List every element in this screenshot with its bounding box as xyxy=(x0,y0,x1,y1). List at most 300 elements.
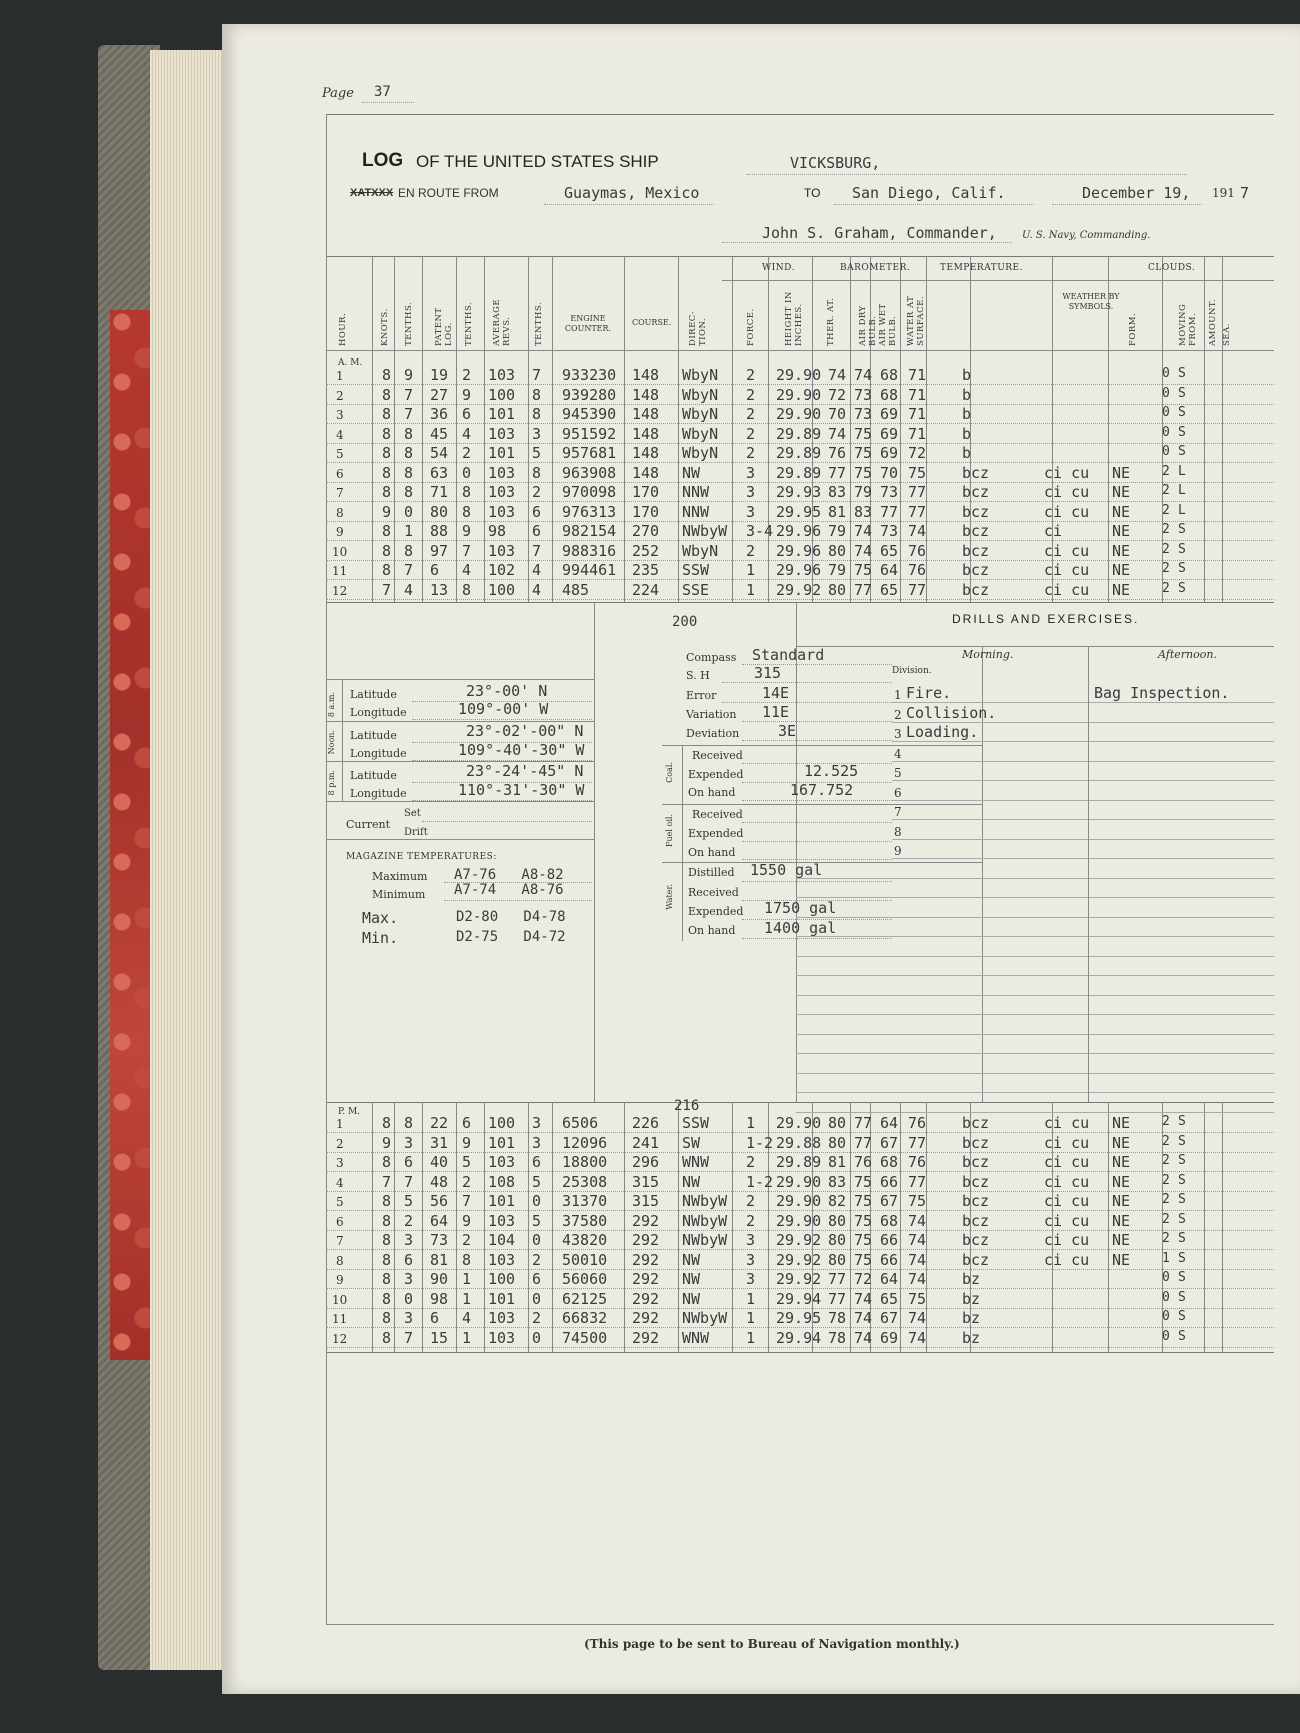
am-row-11-col-7: 994461 xyxy=(562,561,617,579)
pm-row-6-col-20: S xyxy=(1178,1211,1186,1227)
pm-row-2-col-14: 67 xyxy=(880,1133,899,1152)
pm-row-2-col-3: 31 xyxy=(430,1133,449,1152)
am-row-8-col-10: 3 xyxy=(746,502,756,521)
am-row-3-col-5: 101 xyxy=(488,405,516,423)
pm-row-6-col-5: 103 xyxy=(488,1211,516,1230)
am-row-5-col-3: 54 xyxy=(430,444,449,462)
am-row-1-col-4: 2 xyxy=(462,366,472,384)
am-row-5-col-5: 101 xyxy=(488,444,516,462)
pm-row-8-col-5: 103 xyxy=(488,1250,516,1269)
am-row-6-col-6: 8 xyxy=(532,463,542,482)
pm-row-4-col-7: 25308 xyxy=(562,1172,608,1191)
pm-row-6-col-10: 2 xyxy=(746,1211,756,1230)
pm-row-3-col-7: 18800 xyxy=(562,1153,608,1171)
pm-row-1-col-16: bcz xyxy=(962,1114,990,1132)
pm-row-9-col-6: 6 xyxy=(532,1270,542,1288)
header-tenths1: TENTHS. xyxy=(404,301,414,346)
header-sea: SEA. xyxy=(1222,323,1232,346)
am-row-12-col-13: 77 xyxy=(854,580,873,599)
am-row-5-col-20: S xyxy=(1178,444,1186,459)
variation-label: Variation xyxy=(686,708,737,721)
pm-row-2-col-11: 29.88 xyxy=(776,1133,822,1152)
am-row-4-col-15: 71 xyxy=(908,424,927,443)
from-place: Guaymas, Mexico xyxy=(564,184,700,202)
pm-row-10-col-15: 75 xyxy=(908,1289,927,1308)
am-row-11-col-10: 1 xyxy=(746,561,756,579)
am-row-6-col-3: 63 xyxy=(430,463,449,482)
am-row-8-col-19: 2 xyxy=(1162,502,1170,518)
am-row-9-col-14: 73 xyxy=(880,522,899,540)
am-row-11-col-8: 235 xyxy=(632,561,660,579)
header-direction: DIREC-TION. xyxy=(688,310,708,346)
year-suffix: 7 xyxy=(1240,184,1250,202)
pm-row-5-col-9: NWbyW xyxy=(682,1192,728,1210)
am-row-10-col-13: 74 xyxy=(854,541,873,560)
pm-row-11-col-20: S xyxy=(1178,1309,1186,1324)
latitude-label-am: Latitude xyxy=(350,688,397,701)
pm-longitude: 110°-31'-30" W xyxy=(458,781,585,799)
am-row-9-col-12: 79 xyxy=(828,522,847,540)
coal-expended-label: Expended xyxy=(688,768,744,781)
pm-row-2-col-0: 2 xyxy=(336,1136,344,1151)
pm-row-7-col-9: NWbyW xyxy=(682,1231,728,1249)
pm-row-7-col-2: 3 xyxy=(404,1231,414,1249)
title-rest: OF THE UNITED STATES SHIP xyxy=(416,152,659,171)
am-row-4-col-10: 2 xyxy=(746,424,756,443)
am-row-1-col-9: WbyN xyxy=(682,366,719,384)
8am-marker: 8 a.m. xyxy=(327,692,336,718)
am-row-8-col-0: 8 xyxy=(336,505,344,520)
pm-row-6-col-8: 292 xyxy=(632,1211,660,1230)
pm-row-8-col-15: 74 xyxy=(908,1250,927,1269)
pm-row-12-col-3: 15 xyxy=(430,1328,449,1347)
am-row-6-col-15: 75 xyxy=(908,463,927,482)
pm-row-8-col-8: 292 xyxy=(632,1250,660,1269)
am-row-11-col-16: bcz xyxy=(962,561,990,579)
am-row-7-col-19: 2 xyxy=(1162,483,1170,498)
am-row-11-col-2: 7 xyxy=(404,561,414,579)
pm-row-3-col-11: 29.89 xyxy=(776,1153,822,1171)
latitude-label-pm: Latitude xyxy=(350,769,397,782)
am-row-7-col-14: 73 xyxy=(880,483,899,501)
am-row-9-col-2: 1 xyxy=(404,522,414,540)
pm-row-5-col-19: 2 xyxy=(1162,1192,1170,1207)
header-course: COURSE. xyxy=(632,318,672,327)
afternoon-drill: Bag Inspection. xyxy=(1094,684,1230,702)
am-row-2-col-3: 27 xyxy=(430,385,449,404)
drill-number-9: 9 xyxy=(894,844,902,858)
pm-row-6-col-19: 2 xyxy=(1162,1211,1170,1227)
am-row-11-col-11: 29.96 xyxy=(776,561,822,579)
am-row-7-col-15: 77 xyxy=(908,483,927,501)
pm-row-10-col-5: 101 xyxy=(488,1289,516,1308)
deviation-value: 3E xyxy=(778,722,797,740)
header-moving-from: MOVING FROM. xyxy=(1178,303,1198,346)
am-row-11-col-18: NE xyxy=(1112,561,1131,579)
pm-row-11-col-0: 11 xyxy=(332,1312,348,1326)
pm-row-8-col-9: NW xyxy=(682,1250,701,1269)
water-expended-label: Expended xyxy=(688,905,744,918)
am-row-12-col-8: 224 xyxy=(632,580,660,599)
am-row-5-col-10: 2 xyxy=(746,444,756,462)
pm-row-10-col-13: 74 xyxy=(854,1289,873,1308)
am-row-9-col-19: 2 xyxy=(1162,522,1170,537)
pm-row-11-col-14: 67 xyxy=(880,1309,899,1327)
am-row-3-col-4: 6 xyxy=(462,405,472,423)
am-row-8-col-17: ci cu xyxy=(1044,502,1090,521)
am-row-9-col-10: 3-4 xyxy=(746,522,774,540)
am-row-6-col-17: ci cu xyxy=(1044,463,1090,482)
water-received-label: Received xyxy=(688,886,739,899)
pm-row-9-col-1: 8 xyxy=(382,1270,392,1288)
header-avg-revs: AVERAGE REVS. xyxy=(492,298,512,346)
pm-row-12-col-19: 0 xyxy=(1162,1328,1170,1344)
pm-row-9-col-0: 9 xyxy=(336,1273,344,1287)
am-row-12-col-2: 4 xyxy=(404,580,414,599)
pm-row-1-col-15: 76 xyxy=(908,1114,927,1132)
pm-row-3-col-3: 40 xyxy=(430,1153,449,1171)
variation-value: 11E xyxy=(762,703,790,721)
pm-row-1-col-14: 64 xyxy=(880,1114,899,1132)
pm-row-7-col-15: 74 xyxy=(908,1231,927,1249)
error-value: 14E xyxy=(762,684,790,702)
am-row-7-col-16: bcz xyxy=(962,483,990,501)
am-row-4-col-16: b xyxy=(962,424,972,443)
am-row-3-col-2: 7 xyxy=(404,405,414,423)
am-row-4-col-4: 4 xyxy=(462,424,472,443)
pm-row-4-col-10: 1-2 xyxy=(746,1172,774,1191)
pm-row-2-col-12: 80 xyxy=(828,1133,847,1152)
am-row-5-col-13: 75 xyxy=(854,444,873,462)
pm-row-3-col-6: 6 xyxy=(532,1153,542,1171)
am-row-6-col-18: NE xyxy=(1112,463,1131,482)
am-row-3-col-13: 73 xyxy=(854,405,873,423)
pm-row-5-col-12: 82 xyxy=(828,1192,847,1210)
am-row-6-col-10: 3 xyxy=(746,463,756,482)
fuel-received-label: Received xyxy=(692,808,743,821)
pm-row-10-col-1: 8 xyxy=(382,1289,392,1308)
pm-row-7-col-18: NE xyxy=(1112,1231,1131,1249)
am-row-7-col-6: 2 xyxy=(532,483,542,501)
am-row-6-col-20: L xyxy=(1178,463,1186,479)
pm-row-1-col-2: 8 xyxy=(404,1114,414,1132)
drill-number-7: 7 xyxy=(894,805,902,819)
am-row-2-col-20: S xyxy=(1178,385,1186,401)
header-height: HEIGHT IN INCHES. xyxy=(784,291,804,346)
am-row-12-col-16: bcz xyxy=(962,580,990,599)
pm-row-1-col-0: 1 xyxy=(336,1117,344,1131)
pm-row-8-col-11: 29.92 xyxy=(776,1250,822,1269)
pm-row-1-col-1: 8 xyxy=(382,1114,392,1132)
pm-row-3-col-1: 8 xyxy=(382,1153,392,1171)
pm-row-6-col-18: NE xyxy=(1112,1211,1131,1230)
drift-label: Drift xyxy=(404,827,428,838)
pm-row-12-col-14: 69 xyxy=(880,1328,899,1347)
pm-row-6-col-4: 9 xyxy=(462,1211,472,1230)
am-row-1-col-14: 68 xyxy=(880,366,899,384)
pm-row-4-col-11: 29.90 xyxy=(776,1172,822,1191)
pm-row-2-col-15: 77 xyxy=(908,1133,927,1152)
pm-row-2-col-13: 77 xyxy=(854,1133,873,1152)
am-row-9-col-13: 74 xyxy=(854,522,873,540)
drill-number-3: 3 xyxy=(894,727,902,741)
max-d-values: D2-80 D4-78 xyxy=(456,909,566,925)
header-tenths2: TENTHS. xyxy=(464,301,474,346)
pm-row-1-col-12: 80 xyxy=(828,1114,847,1132)
drills-afternoon-label: Afternoon. xyxy=(1158,648,1217,661)
am-latitude: 23°-00' N xyxy=(466,682,548,700)
at-struck: XATXXX xyxy=(350,187,394,199)
pm-row-11-col-8: 292 xyxy=(632,1309,660,1327)
pm-row-5-col-4: 7 xyxy=(462,1192,472,1210)
am-row-7-col-0: 7 xyxy=(336,486,344,500)
pm-row-7-col-13: 75 xyxy=(854,1231,873,1249)
water-on-hand-label: On hand xyxy=(688,924,736,937)
pm-row-1-col-10: 1 xyxy=(746,1114,756,1132)
am-row-5-col-14: 69 xyxy=(880,444,899,462)
magazine-minimum-label: Minimum xyxy=(372,888,426,901)
am-row-7-col-17: ci cu xyxy=(1044,483,1090,501)
pm-row-11-col-3: 6 xyxy=(430,1309,440,1327)
title-log: LOG xyxy=(362,150,404,171)
pm-row-2-col-10: 1-2 xyxy=(746,1133,774,1152)
pm-row-7-col-19: 2 xyxy=(1162,1231,1170,1246)
pm-row-3-col-5: 103 xyxy=(488,1153,516,1171)
pm-row-9-col-2: 3 xyxy=(404,1270,414,1288)
pm-row-2-col-8: 241 xyxy=(632,1133,660,1152)
noon-longitude: 109°-40'-30" W xyxy=(458,741,585,759)
error-label: Error xyxy=(686,689,717,702)
am-row-10-col-0: 10 xyxy=(332,544,348,559)
pm-row-2-col-6: 3 xyxy=(532,1133,542,1152)
pm-row-5-col-3: 56 xyxy=(430,1192,449,1210)
footer-note: (This page to be sent to Bureau of Navigation monthly.) xyxy=(584,1637,960,1651)
am-row-4-col-11: 29.89 xyxy=(776,424,822,443)
pm-row-9-col-20: S xyxy=(1178,1270,1186,1285)
pm-row-7-col-4: 2 xyxy=(462,1231,472,1249)
pm-row-1-col-3: 22 xyxy=(430,1114,449,1132)
am-row-8-col-1: 9 xyxy=(382,502,392,521)
pm-row-6-col-14: 68 xyxy=(880,1211,899,1230)
am-row-8-col-14: 77 xyxy=(880,502,899,521)
pm-row-9-col-19: 0 xyxy=(1162,1270,1170,1285)
am-row-10-col-11: 29.96 xyxy=(776,541,822,560)
pm-row-12-col-5: 103 xyxy=(488,1328,516,1347)
am-row-1-col-12: 74 xyxy=(828,366,847,384)
am-row-8-col-16: bcz xyxy=(962,502,990,521)
am-row-5-col-16: b xyxy=(962,444,972,462)
commander-name: John S. Graham, Commander, xyxy=(762,224,997,242)
pm-row-6-col-2: 2 xyxy=(404,1211,414,1230)
am-row-12-col-18: NE xyxy=(1112,580,1131,599)
magazine-max-values: A7-76 A8-82 xyxy=(454,867,564,883)
am-row-9-col-0: 9 xyxy=(336,525,344,539)
page-number: 37 xyxy=(374,84,391,100)
pm-row-1-col-18: NE xyxy=(1112,1114,1131,1132)
am-row-8-col-3: 80 xyxy=(430,502,449,521)
am-row-11-col-17: ci cu xyxy=(1044,561,1090,579)
pm-row-1-col-19: 2 xyxy=(1162,1114,1170,1129)
pm-row-3-col-17: ci cu xyxy=(1044,1153,1090,1171)
am-row-5-col-0: 5 xyxy=(336,447,344,461)
pm-row-6-col-7: 37580 xyxy=(562,1211,608,1230)
am-row-1-col-11: 29.90 xyxy=(776,366,822,384)
am-row-3-col-10: 2 xyxy=(746,405,756,423)
water-side: Water. xyxy=(665,884,674,910)
en-route-from-label: EN ROUTE FROM xyxy=(398,186,499,200)
fuel-oil-side: Fuel oil. xyxy=(665,814,674,848)
compass-value: Standard xyxy=(752,646,825,664)
am-row-6-col-14: 70 xyxy=(880,463,899,482)
drill-number-6: 6 xyxy=(894,785,902,800)
am-row-9-col-4: 9 xyxy=(462,522,472,540)
am-row-3-col-1: 8 xyxy=(382,405,392,423)
am-row-4-col-2: 8 xyxy=(404,424,414,443)
pm-row-8-col-18: NE xyxy=(1112,1250,1131,1269)
am-row-9-col-18: NE xyxy=(1112,522,1131,540)
am-row-12-col-10: 1 xyxy=(746,580,756,599)
pm-row-11-col-5: 103 xyxy=(488,1309,516,1327)
pm-row-12-col-4: 1 xyxy=(462,1328,472,1347)
pm-row-2-col-5: 101 xyxy=(488,1133,516,1152)
pm-row-8-col-7: 50010 xyxy=(562,1250,608,1269)
am-row-6-col-4: 0 xyxy=(462,463,472,482)
am-row-3-col-9: WbyN xyxy=(682,405,719,423)
pm-row-7-col-3: 73 xyxy=(430,1231,449,1249)
pm-row-3-col-4: 5 xyxy=(462,1153,472,1171)
am-row-7-col-10: 3 xyxy=(746,483,756,501)
pm-row-11-col-9: NWbyW xyxy=(682,1309,728,1327)
am-row-11-col-1: 8 xyxy=(382,561,392,579)
am-row-6-col-11: 29.89 xyxy=(776,463,822,482)
pm-row-7-col-6: 0 xyxy=(532,1231,542,1249)
pm-row-4-col-0: 4 xyxy=(336,1175,344,1190)
am-row-5-col-15: 72 xyxy=(908,444,927,462)
pm-row-12-col-6: 0 xyxy=(532,1328,542,1347)
am-row-8-col-9: NNW xyxy=(682,502,710,521)
am-row-12-col-4: 8 xyxy=(462,580,472,599)
coal-expended-value: 12.525 xyxy=(804,762,859,780)
pm-row-5-col-7: 31370 xyxy=(562,1192,608,1210)
pm-row-12-col-11: 29.94 xyxy=(776,1328,822,1347)
am-row-7-col-2: 8 xyxy=(404,483,414,501)
pm-row-11-col-16: bz xyxy=(962,1309,981,1327)
pm-row-4-col-14: 66 xyxy=(880,1172,899,1191)
am-row-8-col-5: 103 xyxy=(488,502,516,521)
pm-row-9-col-12: 77 xyxy=(828,1270,847,1288)
pm-row-12-col-1: 8 xyxy=(382,1328,392,1347)
to-label: TO xyxy=(804,186,821,200)
am-row-8-col-12: 81 xyxy=(828,502,847,521)
am12-course-extra: 200 xyxy=(672,614,698,630)
am-row-10-col-20: S xyxy=(1178,541,1186,557)
am-row-7-col-8: 170 xyxy=(632,483,660,501)
am-row-6-col-19: 2 xyxy=(1162,463,1170,479)
am-row-2-col-1: 8 xyxy=(382,385,392,404)
am-row-11-col-3: 6 xyxy=(430,561,440,579)
pm-row-3-col-12: 81 xyxy=(828,1153,847,1171)
am-row-5-col-19: 0 xyxy=(1162,444,1170,459)
am-row-1-col-19: 0 xyxy=(1162,366,1170,381)
am-row-10-col-16: bcz xyxy=(962,541,990,560)
water-on-hand-value: 1400 gal xyxy=(764,919,837,937)
am-row-2-col-16: b xyxy=(962,385,972,404)
am-row-3-col-11: 29.90 xyxy=(776,405,822,423)
am-row-12-col-14: 65 xyxy=(880,580,899,599)
pm-row-6-col-9: NWbyW xyxy=(682,1211,728,1230)
am-row-4-col-14: 69 xyxy=(880,424,899,443)
wind-header: WIND. xyxy=(762,263,795,273)
pm-row-1-col-20: S xyxy=(1178,1114,1186,1129)
am-row-11-col-6: 4 xyxy=(532,561,542,579)
page-stack-edge xyxy=(150,50,222,1670)
pm-row-4-col-2: 7 xyxy=(404,1172,414,1191)
pm-row-3-col-19: 2 xyxy=(1162,1153,1170,1168)
pm-row-3-col-18: NE xyxy=(1112,1153,1131,1171)
pm-row-9-col-16: bz xyxy=(962,1270,981,1288)
am-row-12-col-6: 4 xyxy=(532,580,542,599)
min-label: Min. xyxy=(362,929,399,947)
pm-row-6-col-3: 64 xyxy=(430,1211,449,1230)
pm-row-12-col-9: WNW xyxy=(682,1328,710,1347)
page-label: Page xyxy=(322,86,354,101)
pm-row-6-col-0: 6 xyxy=(336,1214,344,1229)
am-row-12-col-5: 100 xyxy=(488,580,516,599)
drills-morning-label: Morning. xyxy=(962,648,1014,661)
drills-heading: DRILLS AND EXERCISES. xyxy=(952,612,1140,626)
am-row-12-col-0: 12 xyxy=(332,583,348,598)
pm1-course-extra: 216 xyxy=(674,1098,700,1114)
am-row-10-col-15: 76 xyxy=(908,541,927,560)
am-row-9-col-1: 8 xyxy=(382,522,392,540)
pm-row-10-col-11: 29.94 xyxy=(776,1289,822,1308)
am-row-6-col-1: 8 xyxy=(382,463,392,482)
am-row-8-col-20: L xyxy=(1178,502,1186,518)
pm-row-3-col-15: 76 xyxy=(908,1153,927,1171)
pm-row-8-col-19: 1 xyxy=(1162,1250,1170,1266)
pm-row-3-col-14: 68 xyxy=(880,1153,899,1171)
am-row-12-col-20: S xyxy=(1178,580,1186,596)
pm-label: P. M. xyxy=(338,1107,361,1117)
pm-row-10-col-4: 1 xyxy=(462,1289,472,1308)
pm-row-3-col-20: S xyxy=(1178,1153,1186,1168)
barometer-header: BAROMETER. xyxy=(840,263,911,273)
am-row-4-col-9: WbyN xyxy=(682,424,719,443)
pm-row-10-col-19: 0 xyxy=(1162,1289,1170,1305)
am-row-8-col-4: 8 xyxy=(462,502,472,521)
am-row-1-col-16: b xyxy=(962,366,972,384)
am-row-2-col-7: 939280 xyxy=(562,385,617,404)
magazine-maximum-label: Maximum xyxy=(372,870,428,883)
am-row-6-col-16: bcz xyxy=(962,463,990,482)
am-row-2-col-2: 7 xyxy=(404,385,414,404)
navy-commanding: U. S. Navy, Commanding. xyxy=(1022,230,1151,241)
am-row-2-col-15: 71 xyxy=(908,385,927,404)
am-row-4-col-7: 951592 xyxy=(562,424,617,443)
am-row-3-col-0: 3 xyxy=(336,408,344,422)
pm-row-10-col-0: 10 xyxy=(332,1292,348,1307)
pm-row-1-col-6: 3 xyxy=(532,1114,542,1132)
drill-number-4: 4 xyxy=(894,746,902,761)
pm-row-2-col-9: SW xyxy=(682,1133,701,1152)
pm-row-7-col-1: 8 xyxy=(382,1231,392,1249)
am-row-1-col-1: 8 xyxy=(382,366,392,384)
am-row-4-col-8: 148 xyxy=(632,424,660,443)
header-water-surface: WATER AT SURFACE. xyxy=(906,295,926,346)
pm-row-8-col-16: bcz xyxy=(962,1250,990,1269)
am-row-10-col-17: ci cu xyxy=(1044,541,1090,560)
pm-row-8-col-13: 75 xyxy=(854,1250,873,1269)
